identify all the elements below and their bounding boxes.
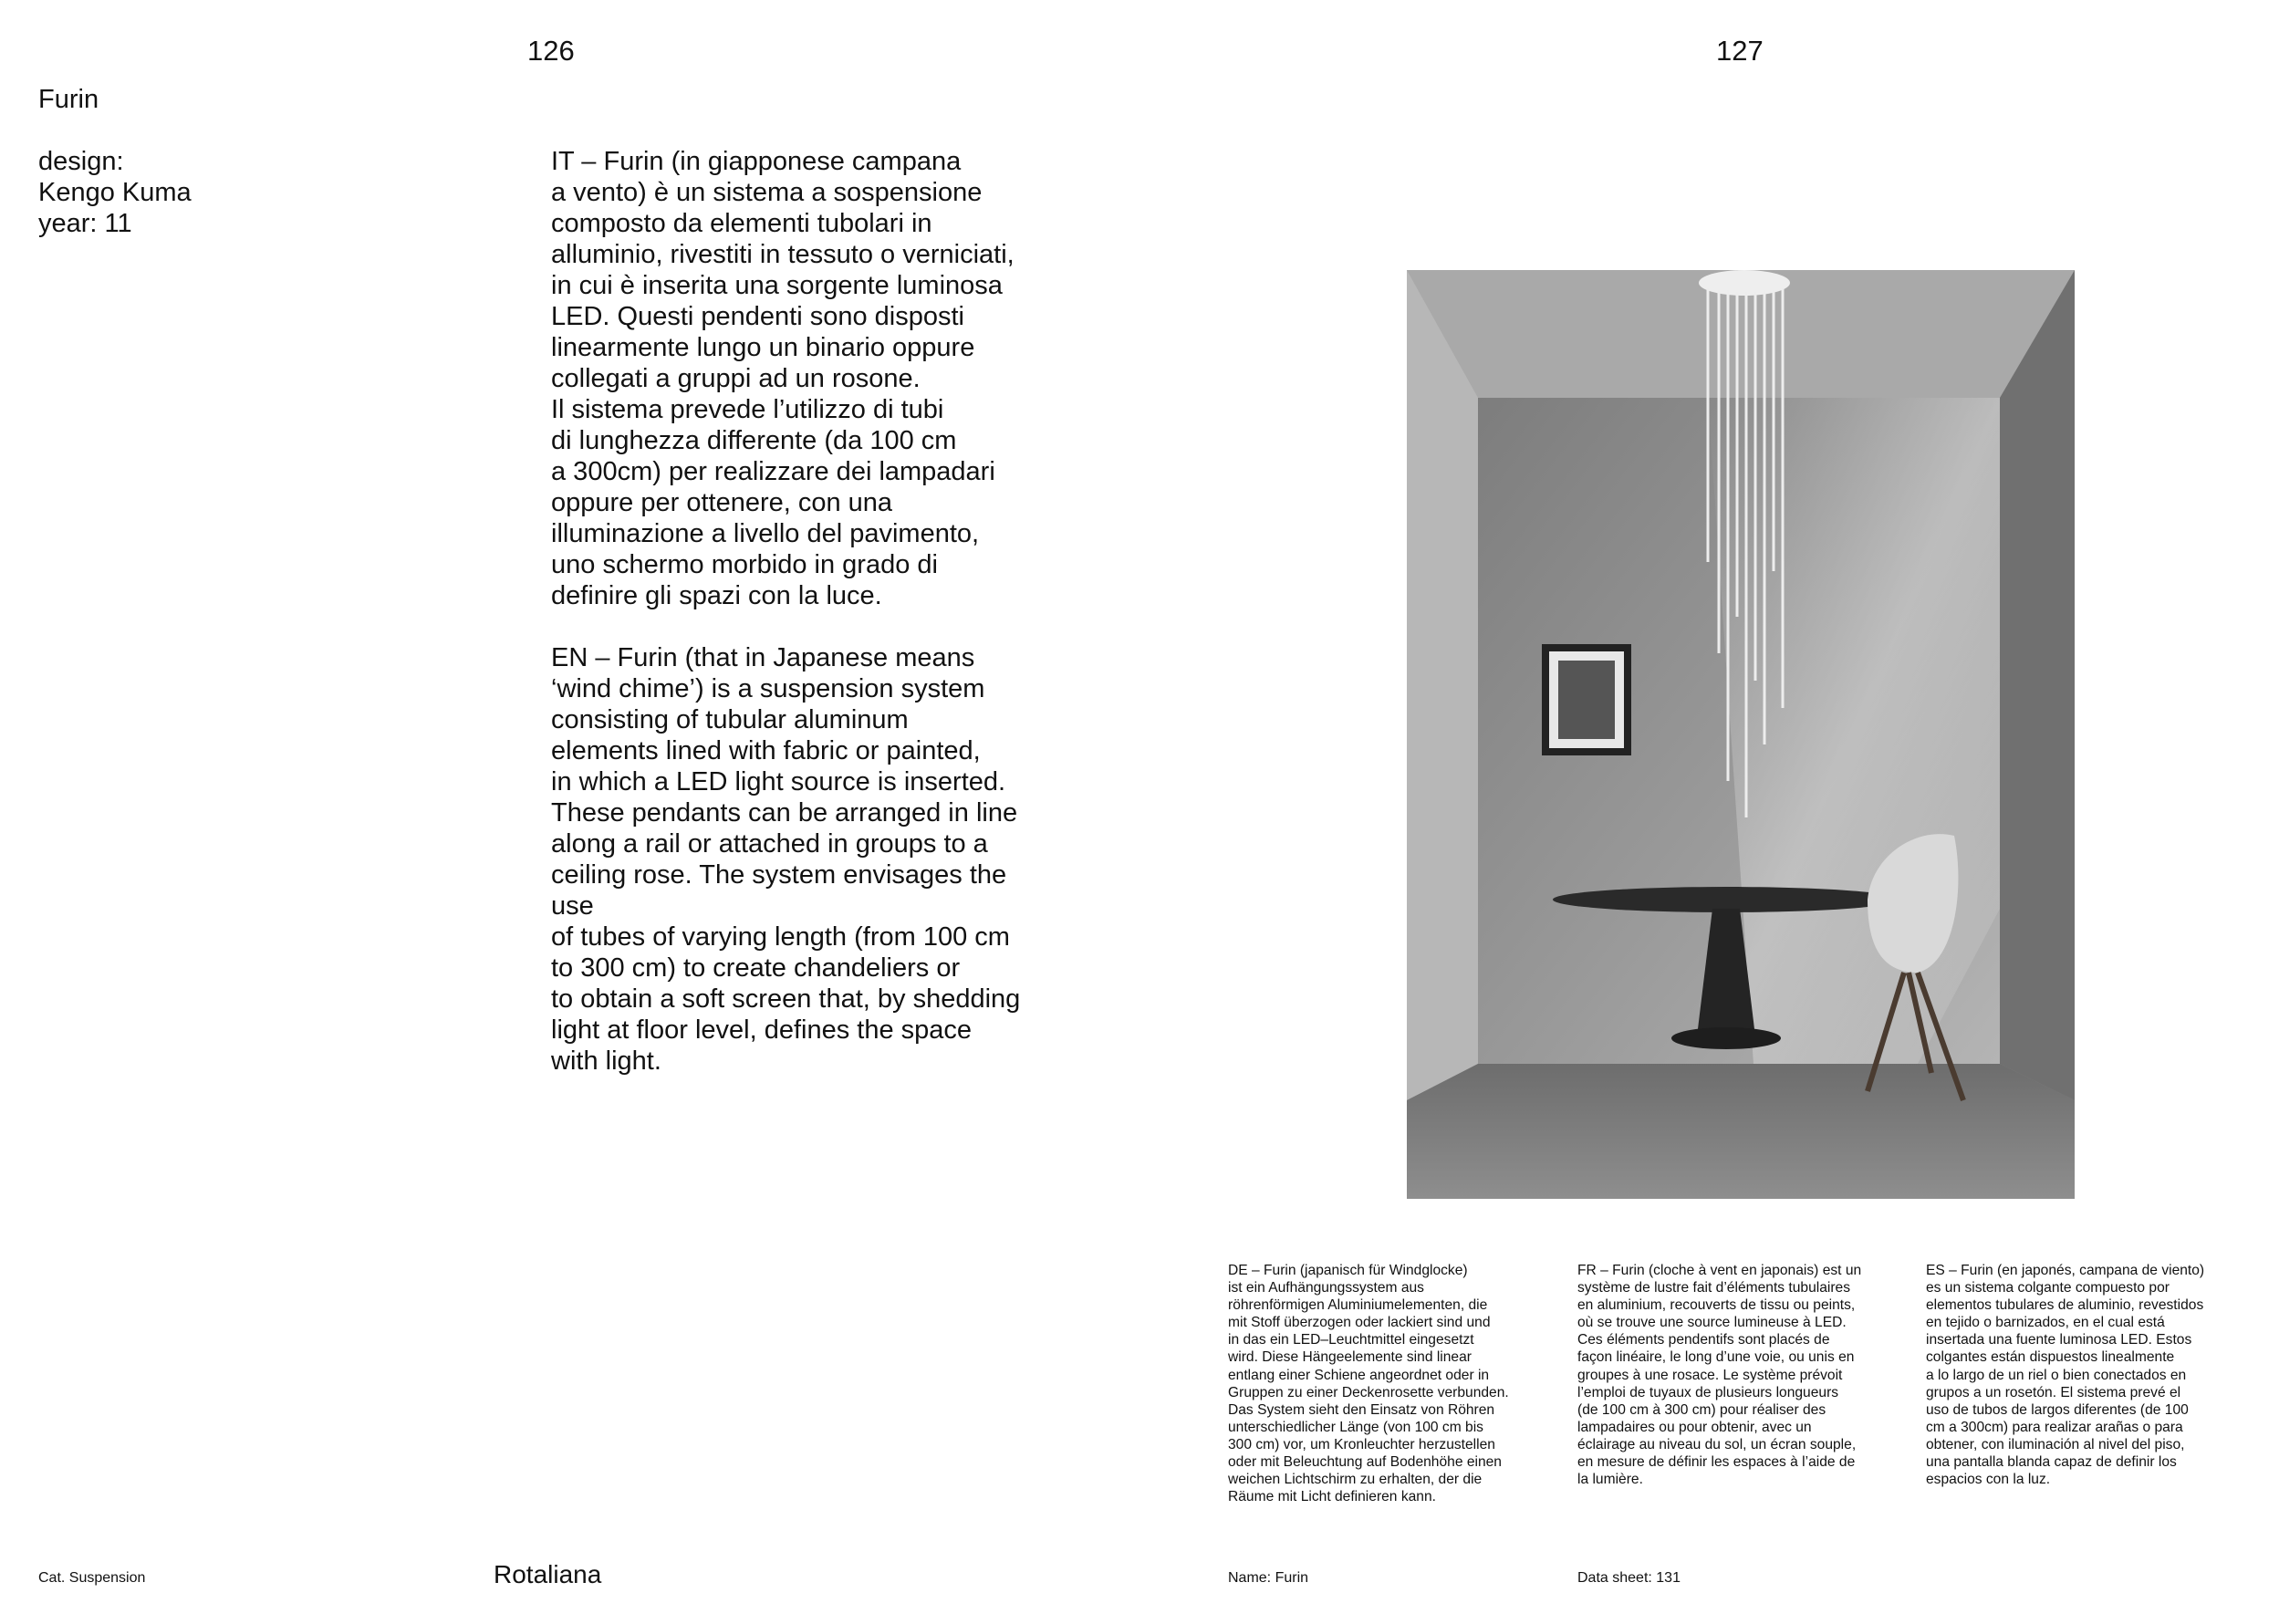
product-header — [38, 84, 192, 239]
footer-data-sheet: Data sheet: 131 — [1577, 1570, 1681, 1586]
footer-brand: Rotaliana — [494, 1560, 602, 1588]
year-label: year: 11 — [38, 209, 132, 238]
design-label: design: — [38, 147, 124, 176]
text-spanish: ES – Furin (en japonés, campana de viento) es un sistema colgante compuesto por elementos tubulares de aluminio, revestidos en tejido o barnizados, en el cual está insertada una fuente luminosa LED. Estos colgantes están dispuestos linealmente a lo largo de un riel o bien conectados en grupos a un rosetón. El sistema prevé el uso de tubos de largos diferentes (de 100 cm a 300cm) para realizar arañas o para obtener, con iluminación al nivel del piso, una pantalla blanda capaz de definir los espacios con la luz. — [1926, 1263, 2205, 1488]
main-description — [551, 146, 1098, 1108]
photo-illustration — [1407, 270, 2075, 1199]
text-italian: IT – Furin (in giapponese campana a vento) è un sistema a sospensione composto da elementi tubolari in alluminio, rivestiti in tessuto o verniciati, in cui è inserita una sorgente luminosa LED. Questi pendenti sono disposti linearmente lungo un binario oppure collegati a gruppi ad un rosone. Il sistema prevede l’utilizzo di tubi di lunghezza differente (da 100 cm a 300cm) per realizzare dei lampadari oppure per ottenere, con una illuminazione a livello del pavimento, uno schermo morbido in grado di definire gli spazi con la luce. — [551, 147, 1015, 610]
page-number-left: 126 — [527, 35, 575, 67]
text-german: DE – Furin (japanisch für Windglocke) ist ein Aufhängungssystem aus röhrenförmigen Aluminiumelementen, die mit Stoff überzogen oder lackiert sind und in das ein LED–Leuchtmittel eingesetzt wird. Diese Hängeelemente sind linear entlang einer Schiene angeordnet oder in Gruppen zu einer Deckenrosette verbunden. Das System sieht den Einsatz von Röhren unterschiedlicher Länge (von 100 cm bis 300 cm) vor, um Kronleuchter herzustellen oder mit Beleuchtung auf Bodenhöhe einen weichen Lichtschirm zu erhalten, der die Räume mit Licht definieren kann. — [1228, 1263, 1509, 1505]
footer-product-name: Name: Furin — [1228, 1570, 1309, 1586]
footer-category: Cat. Suspension — [38, 1570, 146, 1586]
product-title: Furin — [38, 85, 99, 114]
page-number-right: 127 — [1716, 35, 1764, 67]
text-english: EN – Furin (that in Japanese means ‘wind chime’) is a suspension system consisting of tubular aluminum elements lined with fabric or painted, in which a LED light source is inserted. These pendants can be arranged in line along a rail or attached in groups to a ceiling rose. The system envisages the use of tubes of varying length (from 100 cm to 300 cm) to create chandeliers or to obtain a soft screen that, by shedding light at floor level, defines the space with light. — [551, 643, 1021, 1076]
text-french: FR – Furin (cloche à vent en japonais) est un système de lustre fait d’éléments tubulaires en aluminium, recouverts de tissu ou peints, où se trouve une source lumineuse à LED. Ces éléments pendentifs sont placés de façon linéaire, le long d’une voie, ou unis en groupes à une rosace. Le système prévoit l’emploi de tuyaux de plusieurs longueurs (de 100 cm à 300 cm) pour réaliser des lampadaires ou pour obtenir, avec un éclairage au niveau du sol, un écran souple, en mesure de définir les espaces à l’aide de la lumière. — [1577, 1263, 1862, 1488]
product-photo — [1407, 270, 2075, 1199]
designer-name: Kengo Kuma — [38, 178, 192, 207]
